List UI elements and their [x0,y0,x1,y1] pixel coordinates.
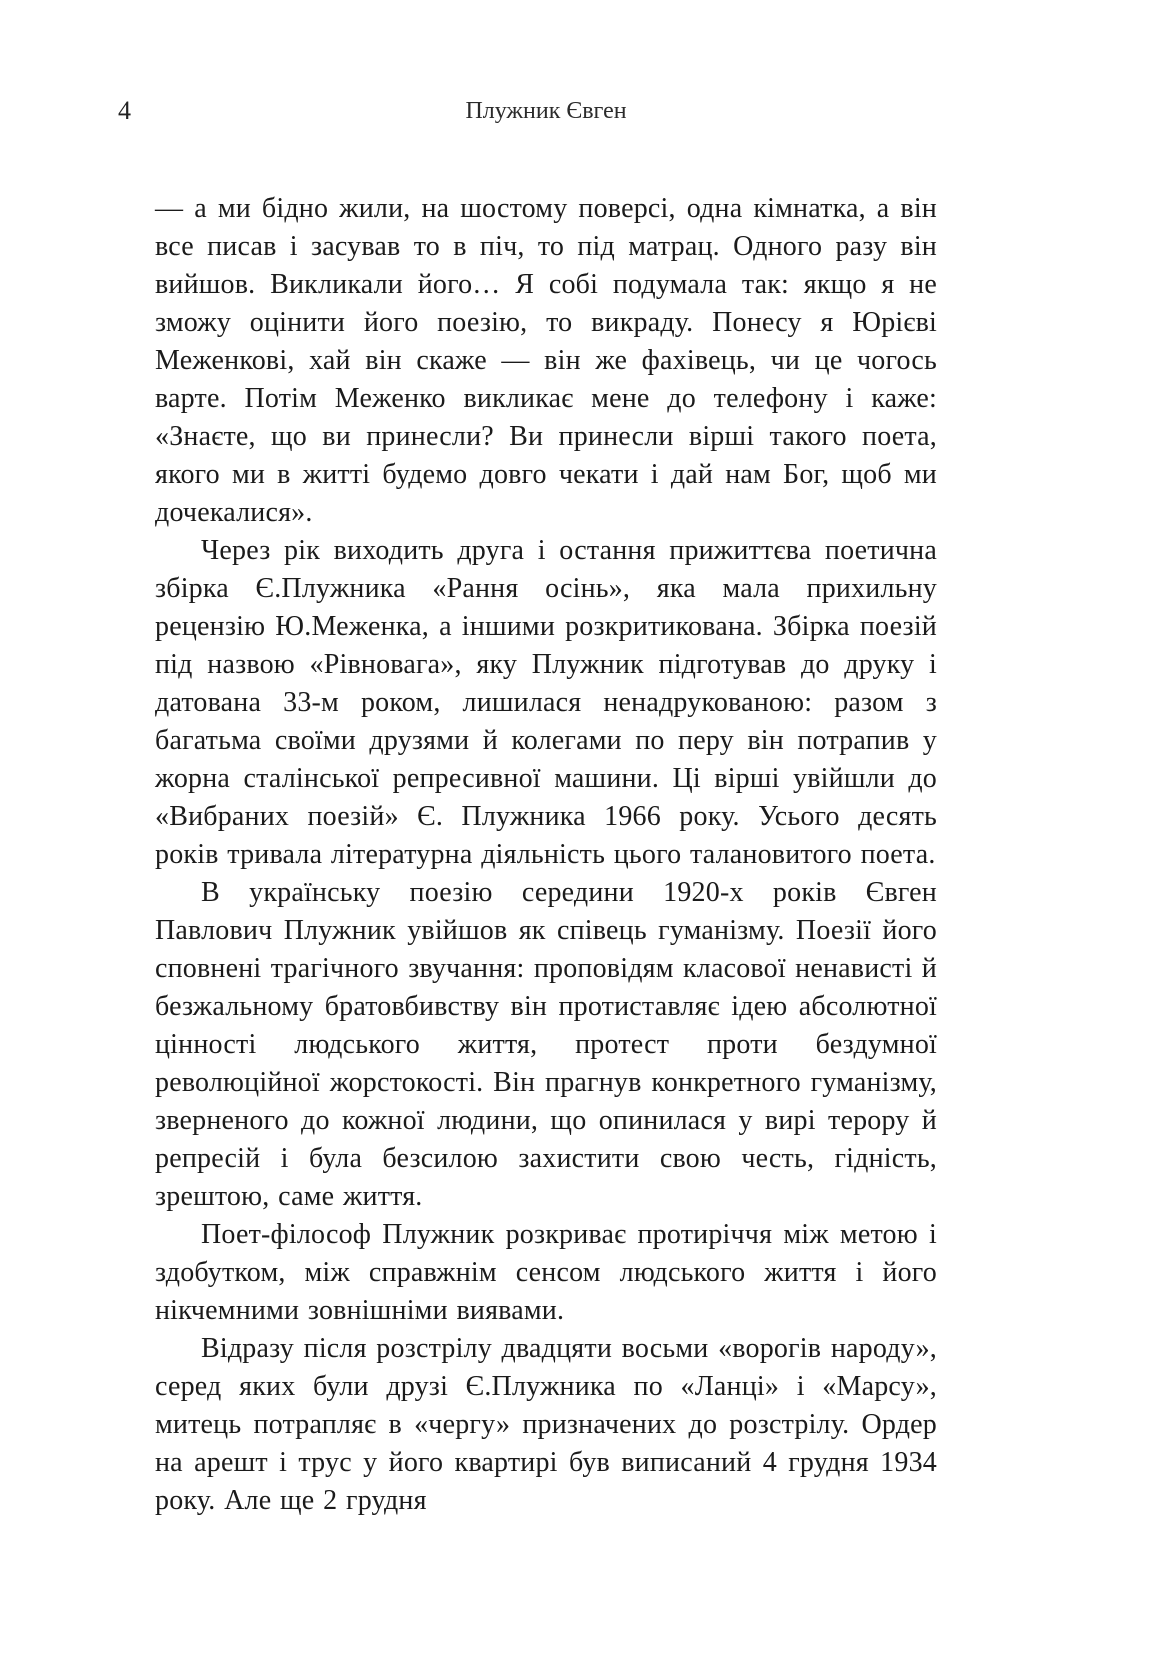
paragraph-2: Через рік виходить друга і остання прижиттєва поетична збірка Є.Плужника «Рання осінь», яка мала прихильну рецензію Ю.Меженка, а іншими розкритикована. Збірка поезій під назвою «Рівновага», яку Плужник підготував до друку і датована 33-м роком, лишилася ненадрукованою: разом з багатьма своїми друзями й колегами по перу він потрапив у жорна сталінської репресивної машини. Ці вірші увійшли до «Вибраних поезій» Є. Плужника 1966 року. Усього десять років тривала літературна діяльність цього талановитого поета. [155,535,937,870]
running-title: Плужник Євген [465,98,627,124]
paragraph-3: В українську поезію середини 1920-х років Євген Павлович Плужник увійшов як співець гуманізму. Поезії його сповнені трагічного звучання: проповідям класової ненависті й безжальному братовбивству він протиставляє ідею абсолютної цінності людського життя, протест проти бездумної революційної жорстокості. Він прагнув конкретного гуманізму, зверненого до кожної людини, що опинилася у вирі терору й репресій і була безсилою захистити свою честь, гідність, зрештою, саме життя. [155,877,937,1212]
paragraph-1: — а ми бідно жили, на шостому поверсі, одна кімнатка, а він все писав і засував то в піч, то під матрац. Одного разу він вийшов. Викликали його… Я собі подумала так: якщо я не зможу оцінити його поезію, то викраду. Понесу я Юрієві Меженкові, хай він скаже — він же фахівець, чи це чогось варте. Потім Меженко викликає мене до телефону і каже: «Знаєте, що ви принесли? Ви принесли вірші такого поета, якого ми в житті будемо довго чекати і дай нам Бог, щоб ми дочекалися». [155,193,937,528]
paragraph-4: Поет-філософ Плужник розкриває протиріччя між метою і здобутком, між справжнім сенсом людського життя і його нікчемними зовнішніми виявами. [155,1219,937,1326]
body-text [155,190,937,1520]
paragraph-5: Відразу після розстрілу двадцяти восьми «ворогів народу», серед яких були друзі Є.Плужника по «Ланці» і «Марсу», митець потрапляє в «чергу» призначених до розстрілу. Ордер на арешт і трус у його квартирі був виписаний 4 грудня 1934 року. Але ще 2 грудня [155,1333,937,1516]
page-number: 4 [118,96,131,125]
